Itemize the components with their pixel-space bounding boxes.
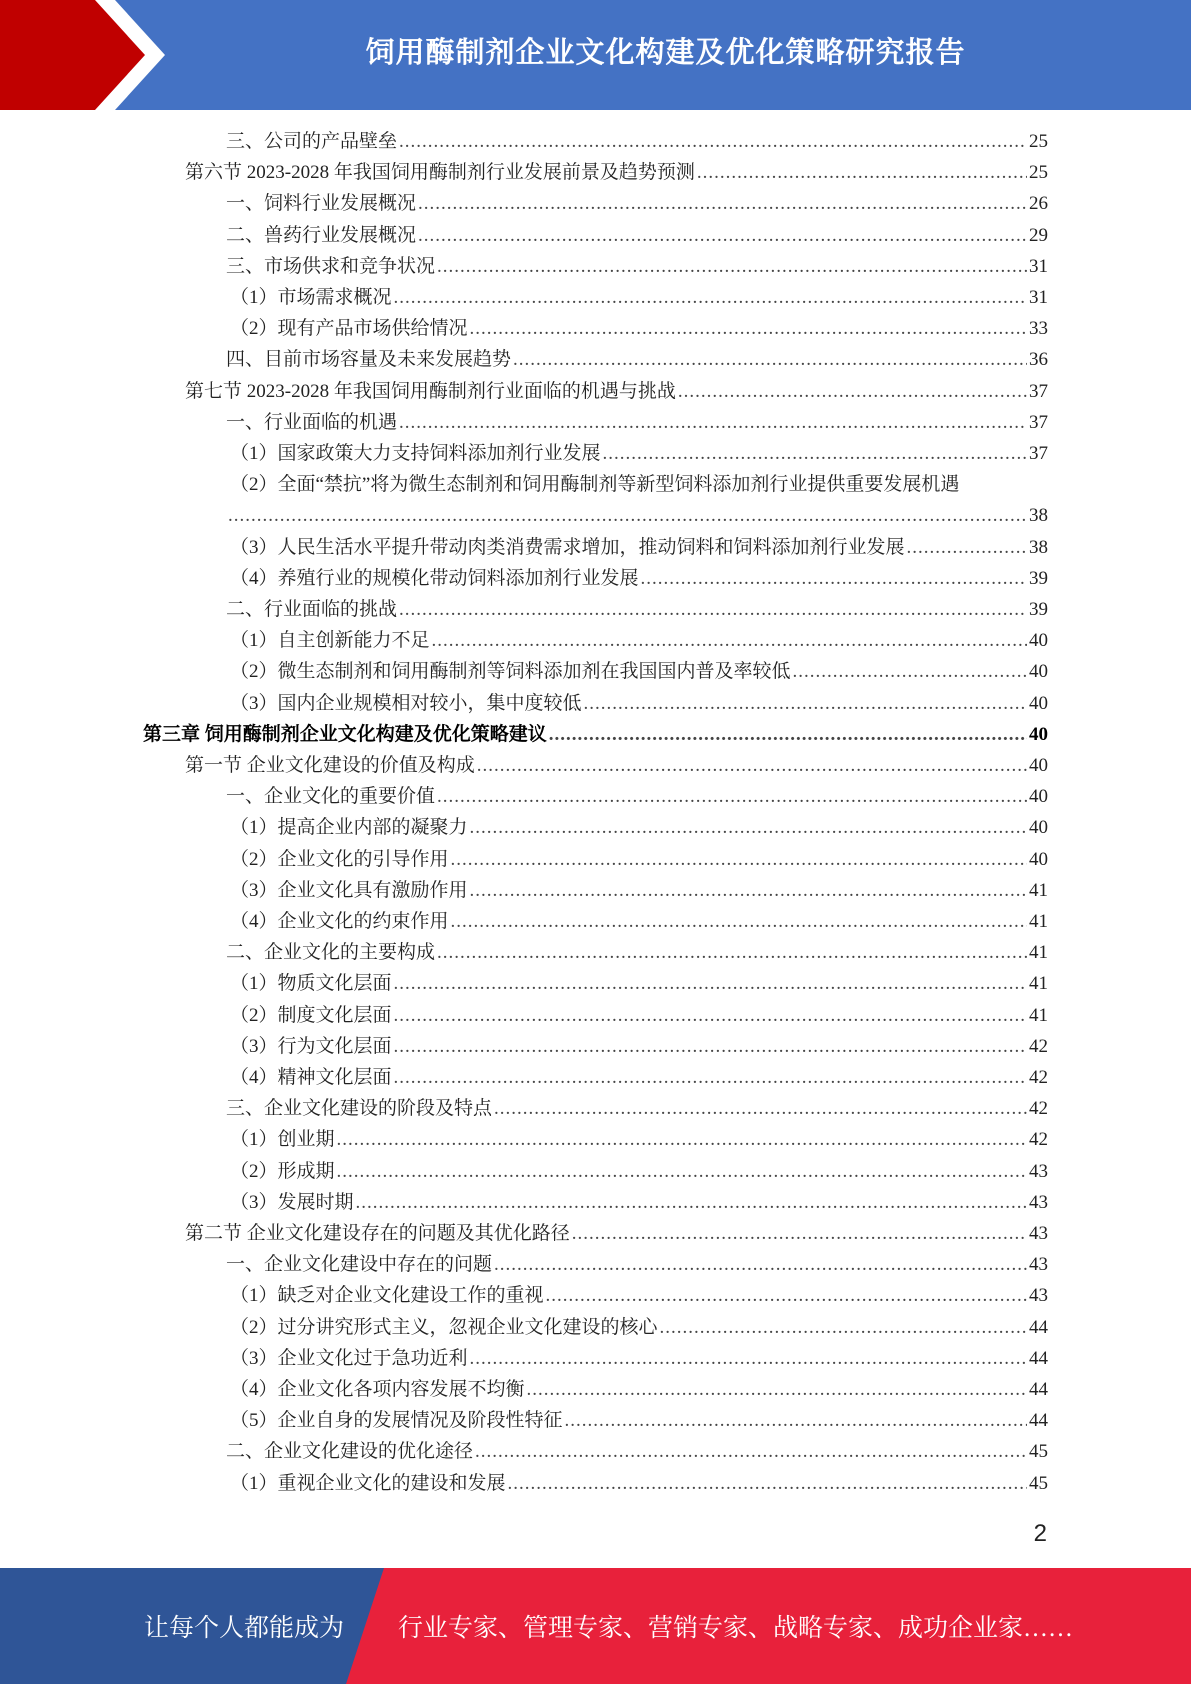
toc-entry-text: （2）形成期 [230, 1160, 335, 1182]
toc-entry-text: （2）过分讲究形式主义，忽视企业文化建设的核心 [230, 1316, 658, 1338]
toc-leader-dots [437, 939, 1027, 967]
toc-leader-dots [418, 190, 1027, 218]
toc-entry-text: （1）创业期 [230, 1129, 335, 1151]
toc-page-number: 45 [1029, 1441, 1048, 1463]
toc-page-number: 40 [1029, 630, 1048, 652]
toc-page-number: 40 [1029, 692, 1048, 714]
toc-leader-dots [394, 970, 1027, 998]
toc-entry[interactable] [230, 1345, 1048, 1373]
toc-entry[interactable] [226, 939, 1048, 967]
toc-leader-dots [394, 1002, 1027, 1030]
toc-page-number: 40 [1029, 848, 1048, 870]
toc-entry[interactable] [230, 1470, 1048, 1498]
toc-entry[interactable] [230, 1002, 1048, 1030]
toc-entry-text: （4）精神文化层面 [230, 1067, 392, 1088]
toc-entry[interactable] [230, 315, 1048, 343]
page-number: 2 [1033, 1520, 1047, 1547]
toc-entry-text: 一、行业面临的机遇 [226, 411, 398, 433]
toc-entry-text: （2）微生态制剂和饲用酶制剂等饲料添加剂在我国国内普及率较低 [230, 661, 791, 683]
toc-page-number: 43 [1029, 1285, 1048, 1307]
toc-entry-text: （1）市场需求概况 [230, 287, 392, 308]
toc-entry-text: （1）提高企业内部的凝聚力 [230, 817, 468, 839]
toc-entry-text: 第三章 饲用酶制剂企业文化构建及优化策略建议 [143, 723, 547, 745]
toc-leader-dots [678, 378, 1027, 406]
toc-entry-text: （1）重视企业文化的建设和发展 [230, 1472, 506, 1494]
toc-leader-dots [907, 534, 1027, 562]
toc-leader-dots [470, 315, 1027, 343]
toc-page-number: 39 [1029, 567, 1048, 589]
toc-entry[interactable] [230, 284, 1048, 312]
toc-page-number: 31 [1029, 255, 1048, 277]
toc-entry-text: 二、行业面临的挑战 [226, 599, 398, 620]
toc-page-number: 41 [1029, 1004, 1048, 1026]
toc-leader-dots [477, 752, 1027, 780]
toc-entry[interactable] [226, 409, 1048, 437]
toc-entry-text: 第二节 企业文化建设存在的问题及其优化路径 [185, 1223, 570, 1244]
toc-page-number: 25 [1029, 131, 1048, 152]
toc-entry[interactable] [226, 128, 1048, 156]
toc-entry[interactable] [230, 1407, 1048, 1435]
toc-page-number: 38 [1029, 536, 1048, 558]
toc-entry[interactable] [230, 534, 1048, 562]
toc-page-number: 44 [1029, 1410, 1048, 1432]
toc-entry[interactable] [230, 877, 1048, 905]
toc-entry[interactable] [230, 565, 1048, 593]
toc-entry-text: 三、市场供求和竞争状况 [226, 255, 436, 277]
toc-entry-text: 四、目前市场容量及未来发展趋势 [226, 349, 512, 371]
toc-leader-dots [337, 1158, 1027, 1186]
toc-entry-text: （2）制度文化层面 [230, 1004, 392, 1026]
toc-chapter-entry[interactable] [143, 721, 1048, 749]
toc-leader-dots [418, 222, 1027, 250]
toc-entry-text: 三、公司的产品壁垒 [226, 131, 398, 152]
toc-page-number: 44 [1029, 1379, 1048, 1400]
toc-page-number: 26 [1029, 193, 1048, 215]
toc-entry-text: （3）发展时期 [230, 1191, 354, 1213]
toc-entry-text: （3）企业文化具有激励作用 [230, 879, 468, 901]
toc-leader-dots [399, 596, 1027, 624]
toc-entry-text: 一、饲料行业发展概况 [226, 193, 417, 215]
toc-leader-dots [572, 1220, 1027, 1248]
toc-page-number: 40 [1029, 786, 1048, 808]
toc-entry[interactable] [230, 1376, 1048, 1404]
toc-page-number: 44 [1029, 1347, 1048, 1369]
toc-page-number: 31 [1029, 287, 1048, 308]
toc-entry[interactable] [226, 346, 1048, 374]
toc-entry[interactable] [185, 1220, 1048, 1248]
toc-entry[interactable] [230, 1064, 1048, 1092]
toc-leader-dots [603, 440, 1027, 468]
toc-leader-dots [470, 814, 1027, 842]
toc-leader-dots [394, 284, 1027, 312]
toc-entry[interactable] [230, 814, 1048, 842]
toc-page-number: 40 [1029, 723, 1048, 745]
toc-entry-text: 一、企业文化建设中存在的问题 [226, 1254, 493, 1276]
toc-entry[interactable] [185, 752, 1048, 780]
toc-leader-dots [793, 658, 1027, 686]
toc-page-number: 37 [1029, 443, 1048, 464]
toc-entry[interactable] [226, 222, 1048, 250]
toc-leader-dots [356, 1189, 1027, 1217]
toc-page-number: 25 [1029, 162, 1048, 184]
toc-leader-dots [399, 409, 1027, 437]
toc-leader-dots [228, 502, 1027, 530]
toc-entry-text: 第六节 2023-2028 年我国饲用酶制剂行业发展前景及趋势预测 [185, 162, 695, 184]
toc-entry-text: （2）现有产品市场供给情况 [230, 318, 468, 340]
toc-entry[interactable] [230, 690, 1048, 718]
toc-entry-text: （4）养殖行业的规模化带动饲料添加剂行业发展 [230, 567, 639, 589]
toc-leader-dots [394, 1064, 1027, 1092]
toc-leader-dots [641, 565, 1027, 593]
page-header [0, 0, 1191, 110]
toc-entry[interactable] [230, 1282, 1048, 1310]
toc-page-number: 43 [1029, 1223, 1048, 1244]
toc-entry[interactable] [230, 1189, 1048, 1217]
toc-entry-text: （3）人民生活水平提升带动肉类消费需求增加，推动饲料和饲料添加剂行业发展 [230, 536, 905, 558]
toc-entry-text: 二、企业文化的主要构成 [226, 942, 436, 964]
toc-leader-dots [565, 1407, 1027, 1435]
footer-slogan-right: 行业专家、管理专家、营销专家、战略专家、成功企业家…… [398, 1615, 1074, 1642]
toc-page-number: 37 [1029, 411, 1048, 433]
toc-entry-text: （3）国内企业规模相对较小，集中度较低 [230, 692, 582, 714]
toc-entry[interactable] [226, 1438, 1048, 1466]
toc-entry-text: （5）企业自身的发展情况及阶段性特征 [230, 1410, 563, 1432]
footer-slogan-left: 让每个人都能成为 [144, 1615, 345, 1642]
toc-page-number: 42 [1029, 1098, 1048, 1120]
toc-leader-dots [475, 1438, 1027, 1466]
toc-entry-text: （1）物质文化层面 [230, 973, 392, 995]
toc-leader-dots [437, 253, 1027, 281]
toc-page-number: 37 [1029, 380, 1048, 402]
toc-leader-dots [451, 846, 1027, 874]
toc-entry[interactable] [230, 1314, 1048, 1342]
toc-page-number: 36 [1029, 349, 1048, 371]
toc-leader-dots [451, 908, 1027, 936]
toc-page-number: 43 [1029, 1160, 1048, 1182]
toc-leader-dots [660, 1314, 1027, 1342]
toc-entry-text: （4）企业文化的约束作用 [230, 911, 449, 932]
toc-entry-text: （1）缺乏对企业文化建设工作的重视 [230, 1285, 544, 1307]
toc-page-number: 43 [1029, 1191, 1048, 1213]
toc-leader-dots [337, 1126, 1027, 1154]
toc-page-number: 42 [1029, 1067, 1048, 1088]
toc-page-number: 43 [1029, 1254, 1048, 1276]
toc-leader-dots [399, 128, 1027, 156]
toc-page-number: 41 [1029, 942, 1048, 964]
toc-page-number: 42 [1029, 1035, 1048, 1057]
toc-page-number: 40 [1029, 755, 1048, 776]
toc-page-number: 40 [1029, 661, 1048, 683]
toc-leader-dots [549, 721, 1027, 749]
toc-entry[interactable] [226, 253, 1048, 281]
toc-page-number: 29 [1029, 224, 1048, 246]
toc-leader-dots [508, 1470, 1027, 1498]
toc-entry-text: （1）国家政策大力支持饲料添加剂行业发展 [230, 443, 601, 464]
toc-leader-dots [394, 1033, 1027, 1061]
toc-entry-text: （3）企业文化过于急功近利 [230, 1347, 468, 1369]
toc-page-number: 41 [1029, 973, 1048, 995]
toc-entry-text: （3）行为文化层面 [230, 1035, 392, 1057]
toc-leader-dots [494, 1251, 1027, 1279]
toc-entry[interactable] [230, 970, 1048, 998]
toc-page-number: 44 [1029, 1316, 1048, 1338]
toc-entry[interactable] [230, 627, 1048, 655]
toc-entry[interactable] [230, 1033, 1048, 1061]
toc-leader-dots [697, 159, 1027, 187]
toc-entry-text[interactable]: （2）全面“禁抗”将为微生态制剂和饲用酶制剂等新型饲料添加剂行业提供重要发展机遇 [230, 474, 960, 496]
toc-leader-dots [546, 1282, 1027, 1310]
toc-page-number: 42 [1029, 1129, 1048, 1151]
toc-entry[interactable] [230, 440, 1048, 468]
toc-entry-text: 第一节 企业文化建设的价值及构成 [185, 755, 475, 776]
toc-entry-text: （2）企业文化的引导作用 [230, 848, 449, 870]
toc-entry-text: 第七节 2023-2028 年我国饲用酶制剂行业面临的机遇与挑战 [185, 380, 676, 402]
toc-entry[interactable] [230, 1126, 1048, 1154]
toc-entry[interactable] [230, 658, 1048, 686]
toc-entry[interactable] [230, 908, 1048, 936]
toc-leader-dots [527, 1376, 1027, 1404]
toc-page-number: 41 [1029, 911, 1048, 932]
toc-entry[interactable] [230, 846, 1048, 874]
toc-page-number: 40 [1029, 817, 1048, 839]
toc-page-number: 41 [1029, 879, 1048, 901]
toc-leader-dots [494, 1095, 1027, 1123]
page-footer [0, 1568, 1191, 1684]
toc-page-number: 45 [1029, 1472, 1048, 1494]
toc-entry-text: 三、企业文化建设的阶段及特点 [226, 1098, 493, 1120]
toc-leader-dots [470, 877, 1027, 905]
toc-entry-text: （1）自主创新能力不足 [230, 630, 430, 652]
toc-entry[interactable] [226, 1251, 1048, 1279]
toc-leader-dots [432, 627, 1027, 655]
toc-entry[interactable] [230, 1158, 1048, 1186]
report-title: 饲用酶制剂企业文化构建及优化策略研究报告 [365, 34, 966, 69]
toc-entry[interactable] [185, 378, 1048, 406]
toc-entry-text: 二、兽药行业发展概况 [226, 224, 417, 246]
toc-entry-text: 一、企业文化的重要价值 [226, 786, 436, 808]
toc-entry[interactable] [228, 502, 1048, 530]
toc-leader-dots [513, 346, 1027, 374]
toc-page-number: 39 [1029, 599, 1048, 620]
toc-page-number: 33 [1029, 318, 1048, 340]
toc-leader-dots [470, 1345, 1027, 1373]
toc-entry[interactable] [226, 1095, 1048, 1123]
toc-entry[interactable] [226, 783, 1048, 811]
toc-page-number: 38 [1029, 505, 1048, 527]
toc-leader-dots [437, 783, 1027, 811]
toc-entry[interactable] [226, 596, 1048, 624]
toc-entry[interactable] [226, 190, 1048, 218]
toc-leader-dots [584, 690, 1027, 718]
toc-entry-text: 二、企业文化建设的优化途径 [226, 1441, 474, 1463]
toc-entry-text: （4）企业文化各项内容发展不均衡 [230, 1379, 525, 1400]
toc-entry[interactable] [185, 159, 1048, 187]
